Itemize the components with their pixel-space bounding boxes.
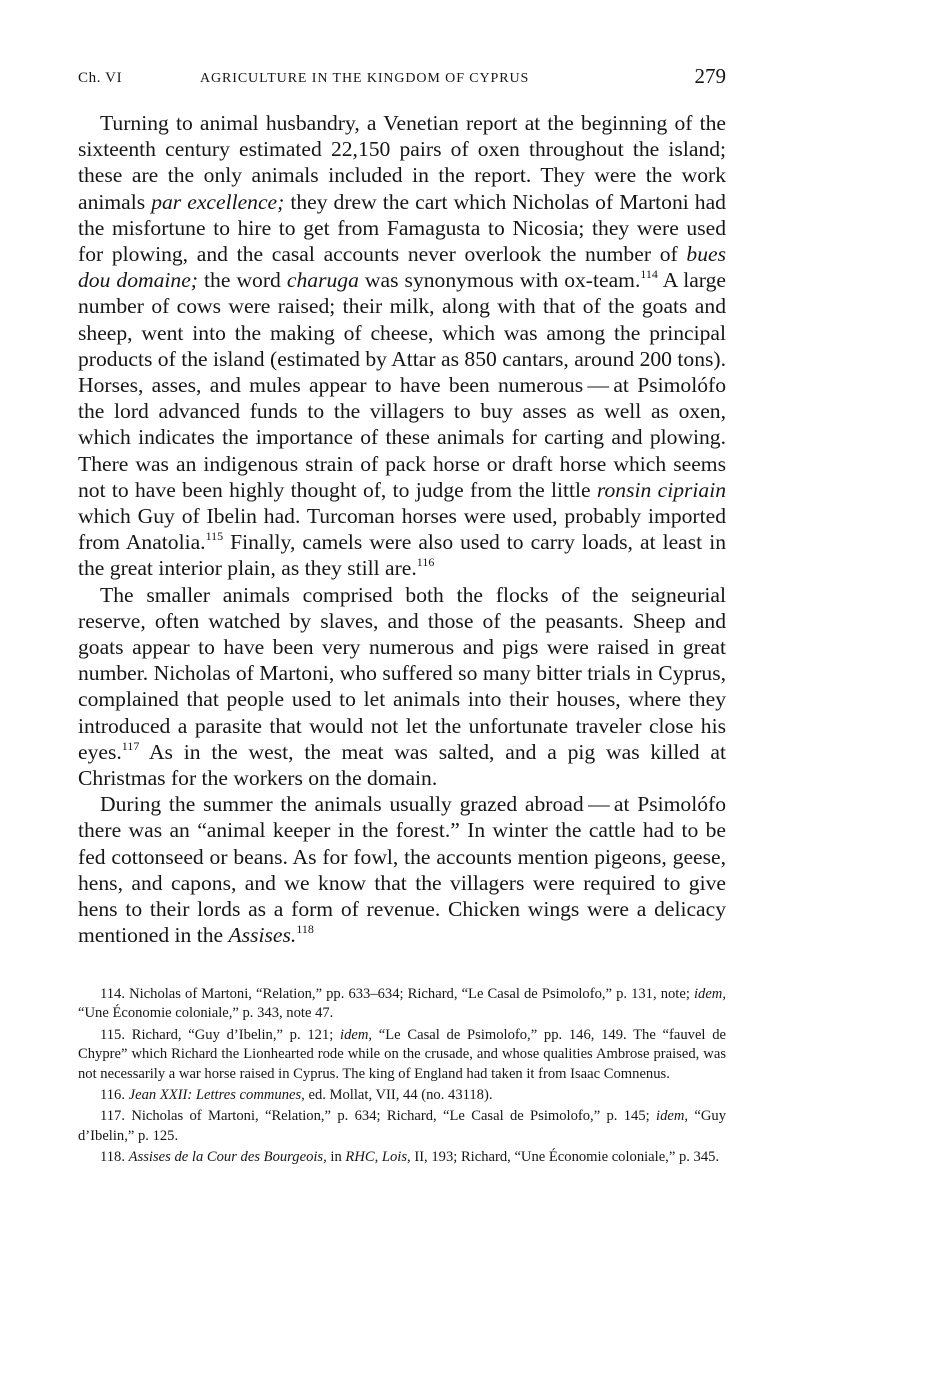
italic-term: Jean XXII: Lettres communes, (128, 1087, 305, 1104)
text-run: 117. Nicholas of Martoni, “Relation,” p. 634; Richard, “Le Casal de Psimolofo,” p. 145; (100, 1108, 657, 1125)
text-run: which Guy of Ibelin had. Turcoman horses were used, probably imported from Anatolia. (78, 504, 726, 555)
italic-term: idem, (656, 1108, 689, 1125)
paragraph-1 (78, 110, 726, 582)
text-run: Finally, camels were also used to carry loads, at least in the great interior plain, as they still are. (78, 530, 726, 581)
footnote-ref-116: 116 (416, 555, 435, 570)
text-run: As in the west, the meat was salted, and a pig was killed at Christmas for the workers on the domain. (78, 739, 726, 791)
italic-term: Assises. (228, 923, 297, 948)
italic-term: Assises de la Cour des Bourgeois, (128, 1149, 327, 1166)
italic-term: bues dou domaine; (78, 242, 726, 293)
text-run: 118. (100, 1149, 129, 1166)
footnote-ref-117: 117 (121, 738, 140, 753)
footnote-118 (78, 1148, 726, 1167)
footnote-117 (78, 1107, 726, 1146)
footnote-116 (78, 1086, 726, 1105)
text-run: The smaller animals comprised both the flocks of the seigneurial reserve, often watched by slaves, and those of the peasants. Sheep and goats appear to have been very numerous and pigs were raised in great number. Nicholas of Martoni, who suffered so many bitter trials in Cyprus, complained that people used to let animals into their houses, where they introduced a parasite that would not let the unfortunate traveler close his eyes. (78, 582, 726, 764)
footnote-ref-118: 118 (296, 922, 314, 937)
italic-term: ronsin cipriain (596, 477, 726, 502)
page-number: 279 (694, 64, 726, 88)
italic-term: charuga (286, 268, 359, 293)
text-run: ed. Mollat, VII, 44 (no. 43118). (304, 1087, 493, 1104)
text-run: Turning to animal husbandry, a Venetian report at the beginning of the sixteenth century estimated 22,150 pairs of oxen throughout the island; these are the only animals included in the report. They were the work animals (78, 111, 726, 214)
text-run: they drew the cart which Nicholas of Martoni had the misfortune to hire to get from Famagusta to Nicosia; they were used for plowing, and the casal accounts never overlook the number of (78, 189, 726, 267)
footnote-114 (78, 985, 726, 1024)
text-run: “Le Casal de Psimolofo,” pp. 146, 149. The “fauvel de Chypre” which Richard the Lionhearted rode while on the crusade, and whose qualities Ambrose praised, was not necessarily a war horse raised in Cyprus. The king of England had taken it from Isaac Comnenus. (78, 1026, 726, 1082)
running-title: AGRICULTURE IN THE KINGDOM OF CYPRUS (200, 71, 530, 86)
footnotes (78, 985, 726, 1170)
running-head (78, 64, 726, 94)
italic-term: RHC, Lois, (345, 1149, 411, 1166)
text-run: A large number of cows were raised; their milk, along with that of the goats and sheep, went into the making of cheese, which was among the principal products of the island (estimated by Attar as 850 cantars, around 200 tons). Horses, asses, and mules appear to have been numerous — at Psimolófo the lord advanced funds to the villagers to buy asses as well as oxen, which indicates the importance of these animals for carting and plowing. There was an indigenous strain of pack horse or draft horse which seems not to have been highly thought of, to judge from the little (78, 268, 726, 502)
text-run: 115. Richard, “Guy d’Ibelin,” p. 121; (100, 1026, 341, 1043)
paragraph-2 (78, 582, 726, 792)
italic-term: idem, (340, 1026, 373, 1043)
italic-term: idem, (693, 986, 726, 1002)
text-run: was synonymous with ox-team. (358, 268, 641, 293)
text-run: 114. Nicholas of Martoni, “Relation,” pp. 633–634; Richard, “Le Casal de Psimolofo,” p. 131, note; (100, 986, 694, 1002)
footnote-ref-115: 115 (205, 529, 224, 544)
text-run: in (326, 1149, 346, 1166)
text-run: “Guy d’Ibelin,” p. 125. (78, 1108, 726, 1144)
chapter-label: Ch. VI (78, 70, 123, 86)
italic-term: par excellence; (151, 189, 285, 214)
footnote-115 (78, 1026, 726, 1084)
text-run: “Une Économie coloniale,” p. 343, note 47. (78, 1005, 334, 1022)
text-run: II, 193; Richard, “Une Économie coloniale,” p. 345. (410, 1149, 720, 1166)
text-run: During the summer the animals usually grazed abroad — at Psimolófo there was an “animal keeper in the forest.” In winter the cattle had to be fed cottonseed or beans. As for fowl, the accounts mention pigeons, geese, hens, and capons, and we know that the villagers were required to give hens to their lords as a form of revenue. Chicken wings were a delicacy mentioned in the (78, 792, 726, 948)
text-run: 116. (100, 1087, 129, 1104)
text-run: the word (198, 268, 287, 293)
body-text (78, 110, 726, 949)
paragraph-3 (78, 791, 726, 948)
footnote-ref-114: 114 (640, 267, 658, 282)
